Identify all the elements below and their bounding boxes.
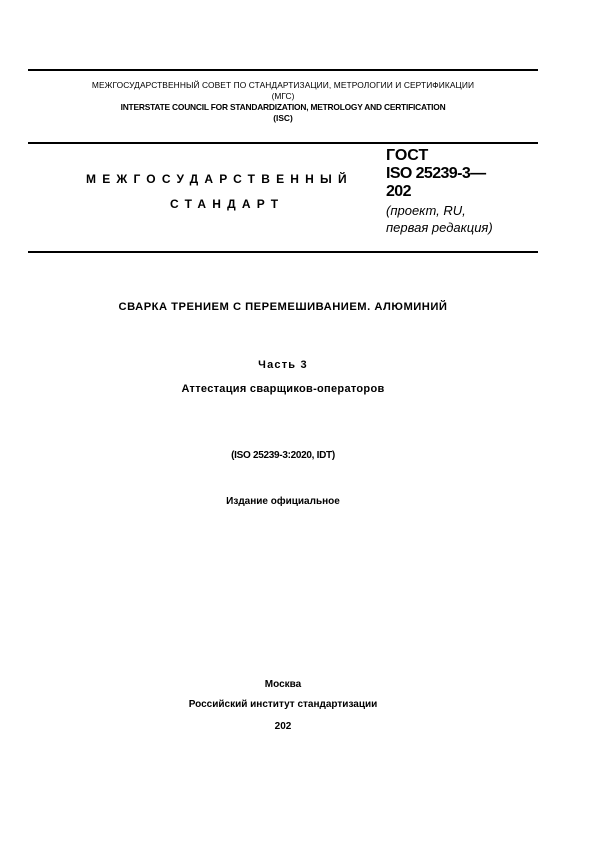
document-subtitle: Аттестация сварщиков-операторов <box>181 383 385 395</box>
draft-note-line1: (проект, RU, <box>386 203 466 218</box>
publisher-name: Российский институт стандартизации <box>188 699 378 710</box>
standard-type-label <box>86 167 366 217</box>
gost-label: ГОСТ <box>386 147 429 164</box>
council-name-ru: МЕЖГОСУДАРСТВЕННЫЙ СОВЕТ ПО СТАНДАРТИЗАЦИИ, МЕТРОЛОГИИ И СЕРТИФИКАЦИИ <box>91 80 475 90</box>
document-title: СВАРКА ТРЕНИЕМ С ПЕРЕМЕШИВАНИЕМ. АЛЮМИНИЙ <box>118 301 448 313</box>
standard-type-line1: МЕЖГОСУДАРСТВЕННЫЙ <box>86 172 353 186</box>
part-number: Часть 3 <box>258 359 308 371</box>
publication-year: 202 <box>274 721 292 732</box>
bottom-rule <box>28 251 538 253</box>
council-abbr-en: (ISC) <box>273 113 293 123</box>
draft-note-line2: первая редакция) <box>386 220 493 235</box>
standard-designation <box>386 147 493 235</box>
council-name-en: INTERSTATE COUNCIL FOR STANDARDIZATION, METROLOGY AND CERTIFICATION <box>120 102 446 112</box>
edition-note: Издание официальное <box>226 496 340 507</box>
standard-number-line1: ISO 25239-3— <box>386 165 486 182</box>
iso-reference: (ISO 25239-3:2020, IDT) <box>231 450 335 461</box>
council-header <box>28 80 538 124</box>
council-abbr-ru: (МГС) <box>271 91 295 101</box>
middle-rule <box>28 142 538 144</box>
standard-number-line2: 202 <box>386 183 411 200</box>
standard-type-line2: СТАНДАРТ <box>170 197 285 211</box>
publication-city: Москва <box>264 679 302 690</box>
top-rule <box>28 69 538 71</box>
